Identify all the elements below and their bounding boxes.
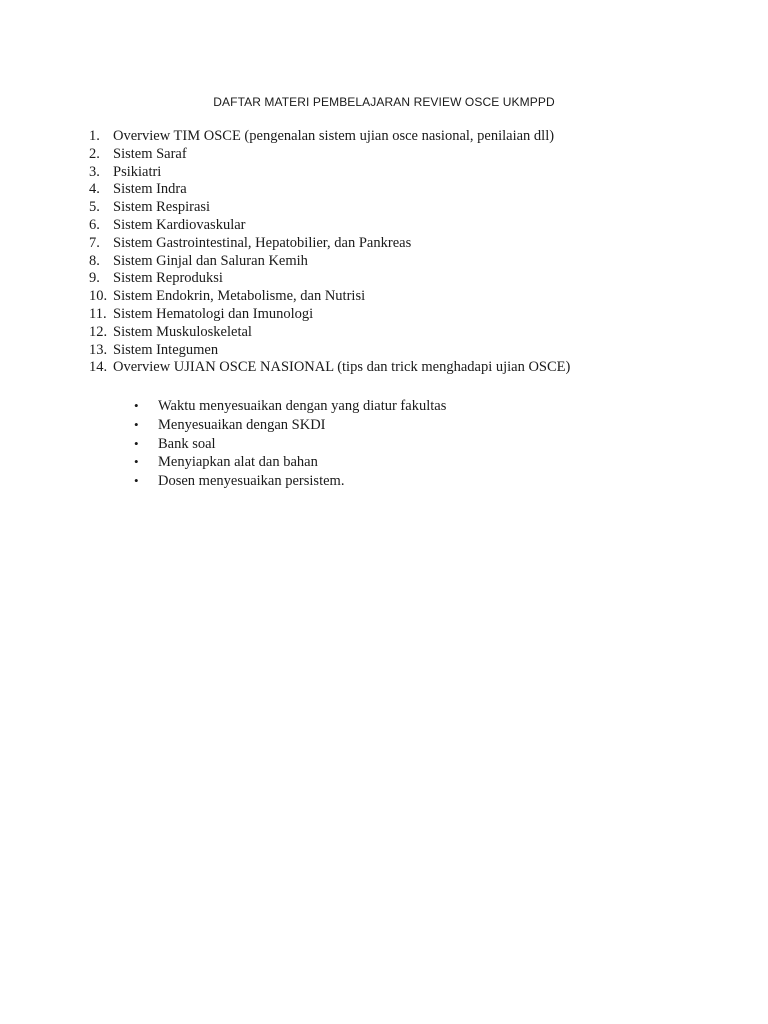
document-title: DAFTAR MATERI PEMBELAJARAN REVIEW OSCE UKMPPD — [213, 95, 555, 109]
bullet-icon: • — [134, 398, 139, 413]
list-item: 14. Overview UJIAN OSCE NASIONAL (tips dan trick menghadapi ujian OSCE) — [89, 359, 571, 376]
list-item: 2. Sistem Saraf — [89, 145, 187, 162]
list-item: 11. Sistem Hematologi dan Imunologi — [89, 305, 314, 322]
bullet-item: • Waktu menyesuaikan dengan yang diatur fakultas — [134, 398, 447, 414]
list-item: 3. Psikiatri — [89, 163, 162, 180]
numbered-list — [89, 128, 570, 377]
bullet-item: • Menyiapkan alat dan bahan — [134, 454, 318, 471]
list-item: 12. Sistem Muskuloskeletal — [89, 323, 252, 340]
bullet-item: • Dosen menyesuaikan persistem. — [134, 473, 345, 490]
list-item: 8. Sistem Ginjal dan Saluran Kemih — [89, 252, 308, 269]
list-item: 6. Sistem Kardiovaskular — [89, 216, 246, 233]
bullet-icon: • — [134, 473, 139, 489]
list-item: 7. Sistem Gastrointestinal, Hepatobilier, dan Pankreas — [89, 234, 412, 251]
list-item: 1. Overview TIM OSCE (pengenalan sistem ujian osce nasional, penilaian dll) — [89, 128, 555, 144]
bullet-icon: • — [134, 454, 139, 470]
list-item: 13. Sistem Integumen — [89, 341, 219, 358]
bullet-item: • Bank soal — [134, 435, 216, 452]
list-item: 5. Sistem Respirasi — [89, 199, 211, 216]
bullet-item: • Menyesuaikan dengan SKDI — [134, 416, 326, 433]
bullet-icon: • — [134, 435, 139, 451]
list-item: 4. Sistem Indra — [89, 181, 187, 198]
list-item: 9. Sistem Reproduksi — [89, 270, 223, 287]
bullet-icon: • — [134, 416, 139, 432]
bullet-list — [134, 397, 446, 491]
list-item: 10. Sistem Endokrin, Metabolisme, dan Nutrisi — [89, 288, 366, 305]
